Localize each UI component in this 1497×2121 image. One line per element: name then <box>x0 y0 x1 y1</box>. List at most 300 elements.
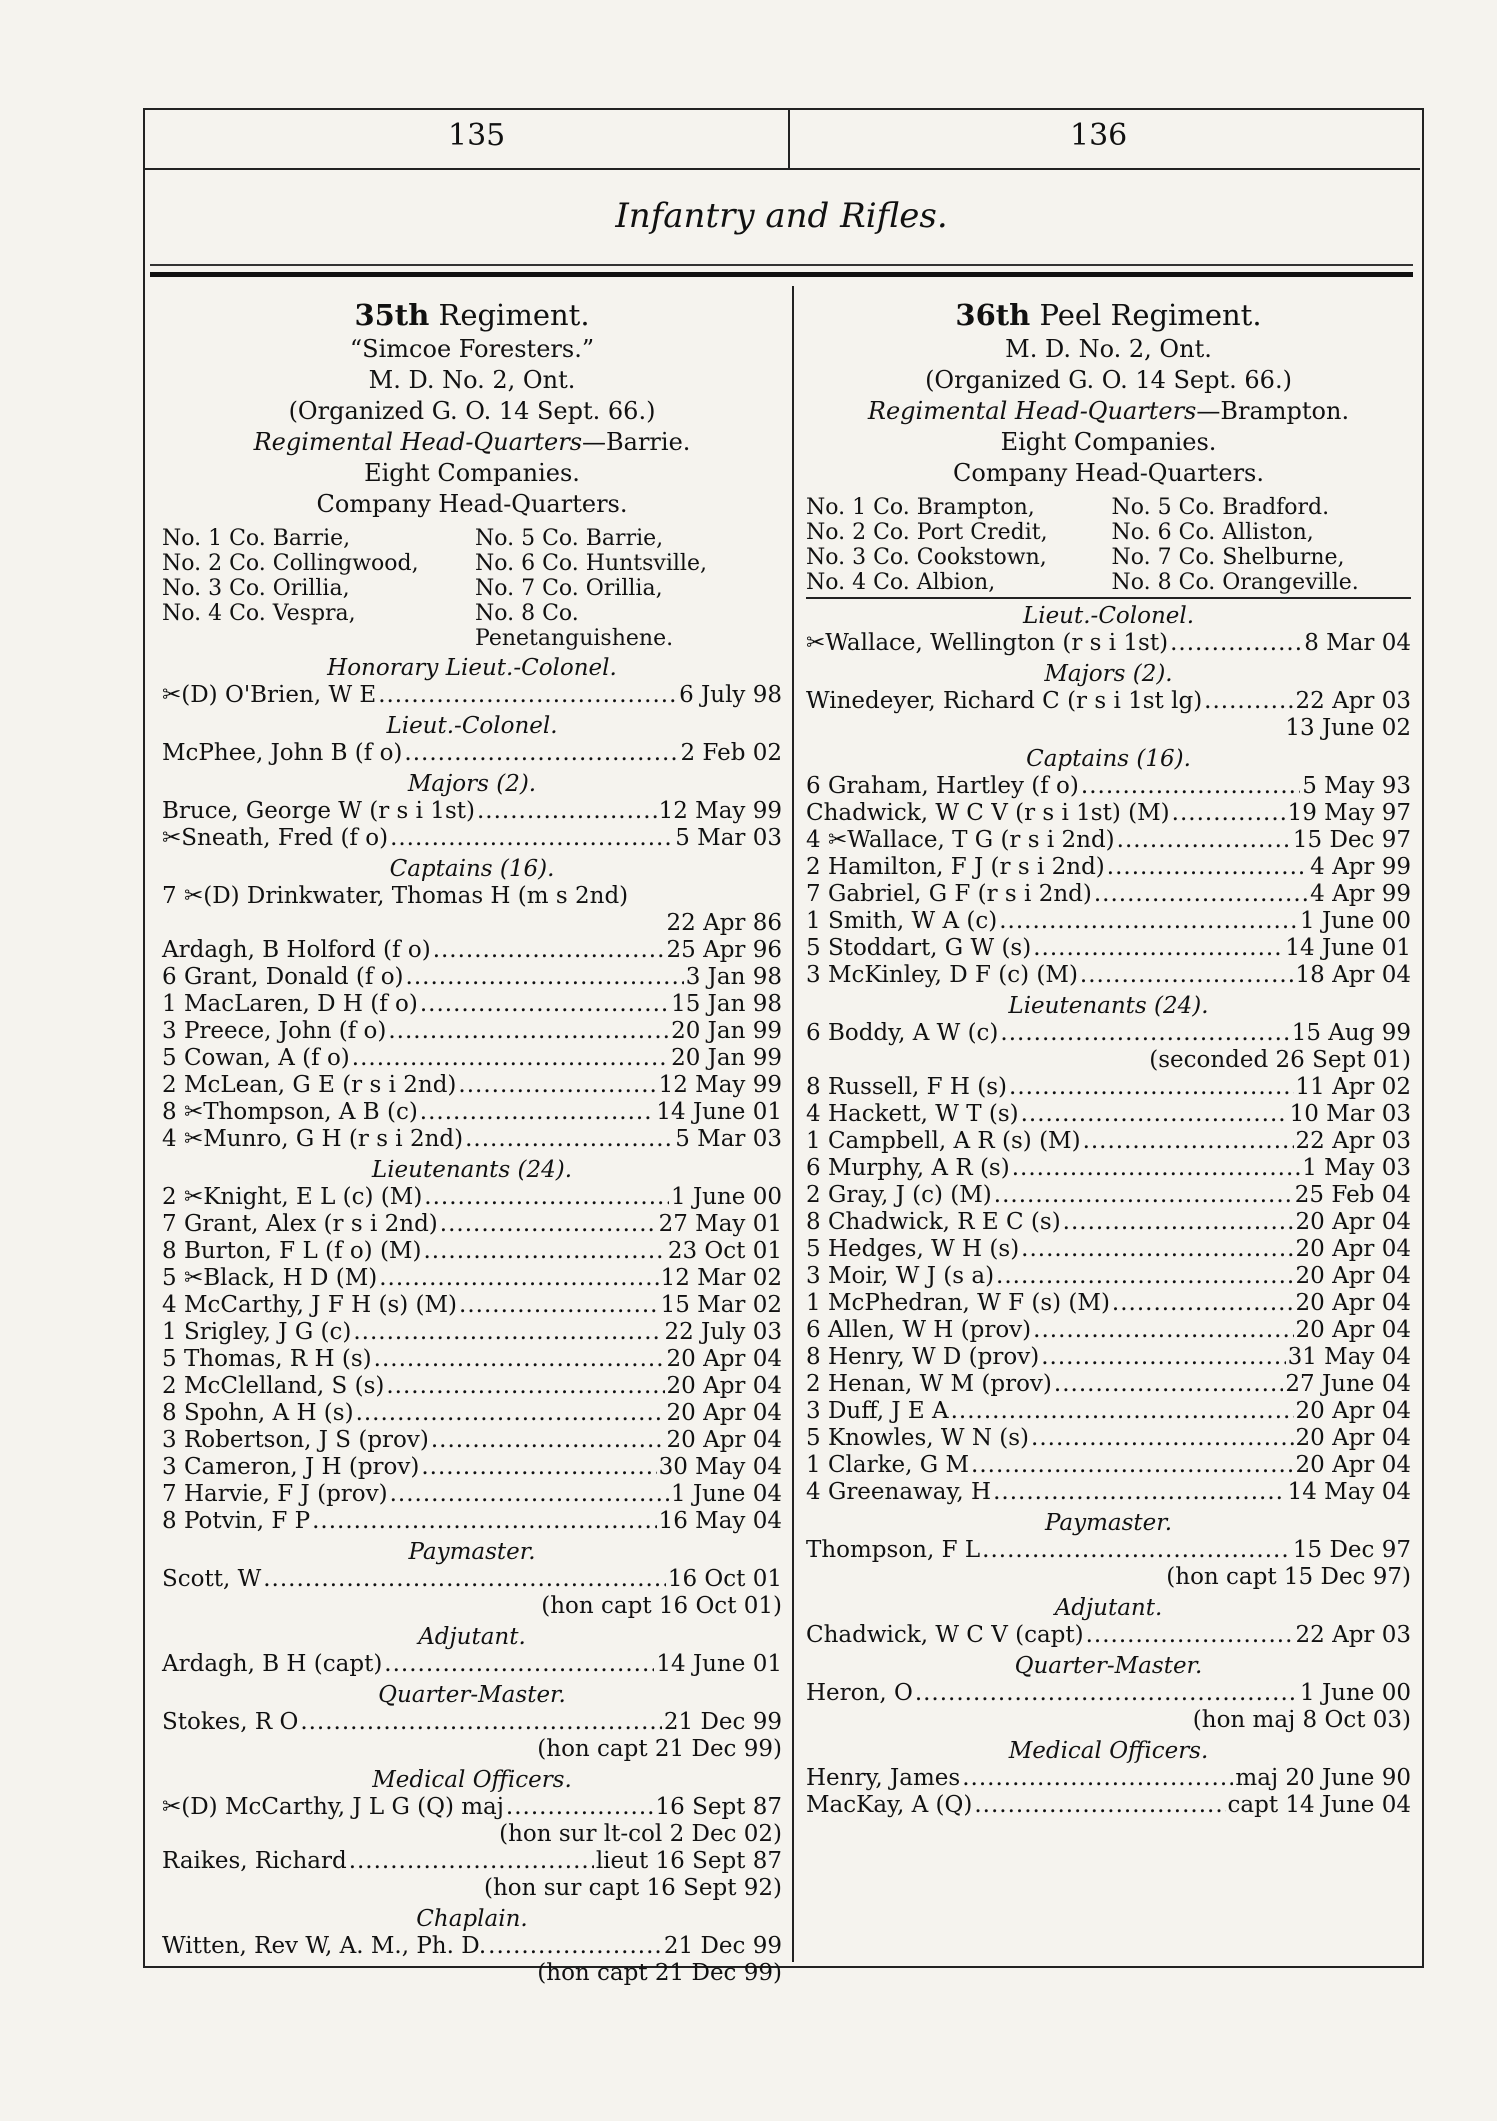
company-hq-label: Company Head-Quarters. <box>953 459 1264 487</box>
officer-name: 7 ✂(D) Drinkwater, Thomas H (m s 2nd) <box>162 883 629 909</box>
leader-dots <box>1204 688 1293 715</box>
leader-dots <box>378 682 677 709</box>
companies-line: Eight Companies. <box>1000 428 1217 456</box>
leader-dots <box>420 1099 655 1126</box>
officer-date: 20 Apr 04 <box>1295 1236 1411 1262</box>
officer-note: (hon capt 16 Oct 01) <box>541 1593 782 1619</box>
officer-date: 14 June 01 <box>656 1651 782 1677</box>
leader-dots <box>1094 881 1308 908</box>
officer-date: 23 Oct 01 <box>667 1238 782 1264</box>
officer-date: 22 Apr 03 <box>1295 1128 1411 1154</box>
leader-dots <box>353 1319 662 1346</box>
officer-name: 8 Potvin, F P <box>162 1508 311 1534</box>
officer-date: 11 Apr 02 <box>1295 1074 1411 1100</box>
officer-date: 12 Mar 02 <box>660 1265 782 1291</box>
officer-entry <box>806 1155 1411 1182</box>
leader-dots <box>420 991 669 1018</box>
leader-dots <box>1054 1371 1283 1398</box>
officer-name: 3 Robertson, J S (prov) <box>162 1427 429 1453</box>
officer-date: 1 May 03 <box>1302 1155 1411 1181</box>
leader-dots <box>431 1427 665 1454</box>
leader-dots <box>477 798 657 825</box>
officer-name: 1 McPhedran, W F (s) (M) <box>806 1290 1110 1316</box>
regiment-name: Regiment. <box>429 298 590 332</box>
page-number-left: 135 <box>448 118 506 153</box>
officer-date: 22 July 03 <box>664 1319 782 1345</box>
leader-dots <box>1000 1020 1289 1047</box>
officer-date: 1 June 04 <box>671 1481 782 1507</box>
left-column <box>162 296 782 1987</box>
officer-name: ✂Sneath, Fred (f o) <box>162 825 389 851</box>
officer-entry <box>806 1290 1411 1317</box>
section-heading: Quarter-Master. <box>1014 1653 1203 1679</box>
officer-date: 30 May 04 <box>658 1454 782 1480</box>
company-item: No. 3 Co. Orillia, <box>162 576 350 601</box>
officer-entry <box>806 881 1411 908</box>
leader-dots <box>390 1481 669 1508</box>
regiment-title <box>806 296 1411 334</box>
officer-entry <box>162 1481 782 1508</box>
officer-name: MacKay, A (Q) <box>806 1792 973 1818</box>
officer-name: Chadwick, W C V (r s i 1st) (M) <box>806 800 1170 826</box>
officer-entry <box>162 1018 782 1045</box>
officer-entry <box>162 1211 782 1238</box>
officer-name: 6 Graham, Hartley (f o) <box>806 773 1079 799</box>
officer-entry <box>162 991 782 1018</box>
officer-name: 1 Campbell, A R (s) (M) <box>806 1128 1081 1154</box>
regiment-line: “Simcoe Foresters.” <box>349 335 595 363</box>
leader-dots <box>951 1398 1294 1425</box>
officer-date: 20 Apr 04 <box>666 1373 782 1399</box>
officer-name: ✂Wallace, Wellington (r s i 1st) <box>806 630 1169 656</box>
officer-entry <box>806 1479 1411 1506</box>
officer-date: 15 Jan 98 <box>671 991 782 1017</box>
officer-date: 5 May 93 <box>1302 773 1411 799</box>
officer-entry <box>162 1292 782 1319</box>
officer-date: 20 Apr 04 <box>1295 1209 1411 1235</box>
company-item: No. 1 Co. Brampton, <box>806 495 1035 520</box>
regiment-number: 36th <box>955 298 1031 332</box>
officer-name: 8 ✂Thompson, A B (c) <box>162 1099 418 1125</box>
officer-name: 8 Henry, W D (prov) <box>806 1344 1040 1370</box>
section-heading: Majors (2). <box>1044 661 1173 687</box>
officer-date: maj 20 June 90 <box>1235 1765 1411 1791</box>
section-heading: Paymaster. <box>1044 1510 1173 1536</box>
officer-entry <box>162 1508 782 1535</box>
officer-entry <box>806 1074 1411 1101</box>
page-number-divider <box>788 108 790 168</box>
officer-entry <box>806 935 1411 962</box>
officer-date: 19 May 97 <box>1287 800 1411 826</box>
leader-dots <box>1021 1236 1293 1263</box>
regimental-hq <box>162 427 782 458</box>
company-item: No. 3 Co. Cookstown, <box>806 545 1047 570</box>
officer-date: 14 June 01 <box>656 1099 782 1125</box>
officer-entry <box>806 1398 1411 1425</box>
leader-dots <box>1063 1209 1294 1236</box>
leader-dots <box>386 1373 664 1400</box>
officer-entry <box>162 1566 782 1593</box>
officer-name: ✂(D) O'Brien, W E <box>162 682 377 708</box>
officer-name: 4 McCarthy, J F H (s) (M) <box>162 1292 458 1318</box>
officer-entry <box>162 1072 782 1099</box>
officer-name: 6 Grant, Donald (f o) <box>162 964 404 990</box>
officer-entry <box>806 1263 1411 1290</box>
officer-name: ✂(D) McCarthy, J L G (Q) maj <box>162 1794 504 1820</box>
officer-sections <box>162 655 782 1987</box>
company-item: No. 2 Co. Port Credit, <box>806 520 1048 545</box>
section-heading: Paymaster. <box>408 1539 536 1565</box>
officer-name: 5 Thomas, R H (s) <box>162 1346 372 1372</box>
officer-entry <box>162 1238 782 1265</box>
officer-date: 21 Dec 99 <box>663 1709 782 1735</box>
leader-dots <box>465 1126 673 1153</box>
officer-date: 20 Apr 04 <box>1295 1263 1411 1289</box>
regiment-line: (Organized G. O. 14 Sept. 66.) <box>925 366 1292 394</box>
officer-name: 4 ✂Munro, G H (r s i 2nd) <box>162 1126 464 1152</box>
company-item: No. 5 Co. Bradford. <box>1111 495 1330 520</box>
leader-dots <box>993 1479 1286 1506</box>
officer-entry <box>806 1452 1411 1479</box>
officer-name: Witten, Rev W, A. M., Ph. D. <box>162 1933 487 1959</box>
officer-date: 21 Dec 99 <box>663 1933 782 1959</box>
leader-dots <box>312 1508 656 1535</box>
officer-date: 27 June 04 <box>1285 1371 1411 1397</box>
officer-date: 2 Feb 02 <box>680 740 782 766</box>
companies-line: Eight Companies. <box>364 459 580 487</box>
officer-name: 7 Gabriel, G F (r s i 2nd) <box>806 881 1092 907</box>
officer-date: 14 May 04 <box>1287 1479 1411 1505</box>
officer-name: 8 Burton, F L (f o) (M) <box>162 1238 422 1264</box>
officer-entry <box>806 854 1411 881</box>
leader-dots <box>356 1400 665 1427</box>
leader-dots <box>263 1566 666 1593</box>
leader-dots <box>915 1680 1298 1707</box>
regiment-name: Peel Regiment. <box>1030 298 1262 332</box>
officer-note: (hon maj 8 Oct 03) <box>1192 1707 1411 1733</box>
section-heading: Adjutant. <box>418 1624 526 1650</box>
officer-name: 3 Duff, J E A <box>806 1398 949 1424</box>
officer-date: 31 May 04 <box>1287 1344 1411 1370</box>
officer-date: 25 Feb 04 <box>1294 1182 1411 1208</box>
hq-label: Regimental Head-Quarters <box>253 428 583 456</box>
officer-entry <box>806 1317 1411 1344</box>
section-title: Infantry and Rifles. <box>615 196 948 236</box>
officer-name: McPhee, John B (f o) <box>162 740 403 766</box>
officer-date: 14 June 01 <box>1285 935 1411 961</box>
officer-date: 16 Sept 87 <box>655 1794 782 1820</box>
company-item: No. 4 Co. Vespra, <box>162 601 356 626</box>
officer-date: 12 May 99 <box>658 798 782 824</box>
officer-name: 1 Smith, W A (c) <box>806 908 998 934</box>
section-heading: Lieutenants (24). <box>1008 993 1209 1019</box>
officer-date: 5 Mar 03 <box>675 825 782 851</box>
officer-note: (hon sur lt-col 2 Dec 02) <box>499 1821 782 1847</box>
officer-date: 4 Apr 99 <box>1310 881 1411 907</box>
leader-dots <box>404 740 678 767</box>
officer-name: 3 McKinley, D F (c) (M) <box>806 962 1078 988</box>
officer-entry <box>806 1344 1411 1371</box>
officer-date: 8 Mar 04 <box>1304 630 1411 656</box>
officer-entry <box>162 1651 782 1678</box>
company-item: No. 4 Co. Albion, <box>806 570 996 595</box>
leader-dots <box>421 1454 656 1481</box>
officer-entry <box>806 1020 1411 1047</box>
leader-dots <box>384 1651 654 1678</box>
officer-name: Winedeyer, Richard C (r s i 1st lg) <box>806 688 1203 714</box>
section-heading: Honorary Lieut.-Colonel. <box>327 655 617 681</box>
officer-entry <box>162 1184 782 1211</box>
officer-name: 6 Allen, W H (prov) <box>806 1317 1032 1343</box>
officer-entry <box>162 1126 782 1153</box>
officer-sections <box>806 603 1411 1819</box>
section-heading: Chaplain. <box>416 1906 528 1932</box>
officer-entry <box>806 688 1411 715</box>
officer-name: Chadwick, W C V (capt) <box>806 1622 1084 1648</box>
officer-name: Bruce, George W (r s i 1st) <box>162 798 475 824</box>
officer-date: 6 July 98 <box>679 682 782 708</box>
officer-name: 1 Srigley, J G (c) <box>162 1319 352 1345</box>
officer-entry <box>806 1236 1411 1263</box>
officer-date: 22 Apr 03 <box>1295 688 1411 714</box>
officer-date: 16 May 04 <box>658 1508 782 1534</box>
leader-dots <box>374 1346 665 1373</box>
section-heading: Lieut.-Colonel. <box>1022 603 1195 629</box>
officer-name: Ardagh, B H (capt) <box>162 1651 383 1677</box>
leader-dots <box>1083 1128 1294 1155</box>
leader-dots <box>999 908 1298 935</box>
leader-dots <box>994 1182 1293 1209</box>
officer-name: 5 Stoddart, G W (s) <box>806 935 1032 961</box>
regiment-line: M. D. No. 2, Ont. <box>1005 335 1212 363</box>
leader-dots <box>982 1537 1291 1564</box>
officer-date: 20 Apr 04 <box>1295 1425 1411 1451</box>
officer-name: 3 Cameron, J H (prov) <box>162 1454 420 1480</box>
officer-entry <box>162 1346 782 1373</box>
leader-dots <box>352 1045 669 1072</box>
officer-entry <box>162 1933 782 1960</box>
regiment-title <box>162 296 782 334</box>
hq-label: Regimental Head-Quarters <box>867 397 1197 425</box>
officer-note: (seconded 26 Sept 01) <box>1149 1047 1411 1073</box>
leader-dots <box>1086 1622 1294 1649</box>
company-item: No. 8 Co. Orangeville. <box>1111 570 1359 595</box>
leader-dots <box>423 1238 665 1265</box>
leader-dots <box>440 1211 657 1238</box>
officer-note: 22 Apr 86 <box>666 910 782 936</box>
officer-note: (hon capt 21 Dec 99) <box>537 1736 782 1762</box>
officer-entry <box>162 1319 782 1346</box>
officer-entry <box>806 1209 1411 1236</box>
leader-dots <box>390 825 673 852</box>
officer-date: 10 Mar 03 <box>1289 1101 1411 1127</box>
company-item: No. 7 Co. Orillia, <box>475 576 663 601</box>
officer-name: 5 ✂Black, H D (M) <box>162 1265 378 1291</box>
officer-name: 6 Murphy, A R (s) <box>806 1155 1010 1181</box>
officer-date: lieut 16 Sept 87 <box>595 1848 782 1874</box>
rule-thin <box>150 264 1413 266</box>
officer-entry <box>806 1425 1411 1452</box>
officer-name: 2 Henan, W M (prov) <box>806 1371 1052 1397</box>
officer-date: 15 Dec 97 <box>1292 827 1411 853</box>
officer-entry <box>162 740 782 767</box>
officer-name: 5 Hedges, W H (s) <box>806 1236 1020 1262</box>
officer-entry <box>806 1792 1411 1819</box>
officer-note: 13 June 02 <box>1285 715 1411 741</box>
officer-name: Scott, W <box>162 1566 262 1592</box>
officer-entry <box>162 1709 782 1736</box>
officer-name: Thompson, F L <box>806 1537 981 1563</box>
officer-entry <box>162 1099 782 1126</box>
officer-entry <box>806 1128 1411 1155</box>
officer-entry <box>806 1371 1411 1398</box>
officer-entry <box>162 1373 782 1400</box>
officer-entry <box>162 1427 782 1454</box>
officer-name: Henry, James <box>806 1765 961 1791</box>
leader-dots <box>433 937 665 964</box>
regiment-line: M. D. No. 2, Ont. <box>368 366 576 394</box>
regiment-line: (Organized G. O. 14 Sept. 66.) <box>288 397 656 425</box>
officer-entry <box>162 1848 782 1875</box>
officer-entry <box>806 630 1411 657</box>
leader-dots <box>379 1265 658 1292</box>
officer-date: 27 May 01 <box>658 1211 782 1237</box>
officer-entry <box>806 1765 1411 1792</box>
company-item: No. 2 Co. Collingwood, <box>162 551 419 576</box>
officer-entry <box>806 827 1411 854</box>
company-item: No. 7 Co. Shelburne, <box>1111 545 1345 570</box>
officer-name: 5 Cowan, A (f o) <box>162 1045 350 1071</box>
officer-entry <box>162 1045 782 1072</box>
officer-date: 20 Apr 04 <box>1295 1398 1411 1424</box>
leader-dots <box>1009 1074 1294 1101</box>
officer-entry <box>806 1182 1411 1209</box>
officer-entry <box>162 798 782 825</box>
officer-name: 3 Preece, John (f o) <box>162 1018 387 1044</box>
leader-dots <box>1080 962 1294 989</box>
officer-date: 20 Apr 04 <box>1295 1317 1411 1343</box>
leader-dots <box>971 1452 1294 1479</box>
page-number-bar <box>143 108 1420 170</box>
page-number-right: 136 <box>1070 118 1128 153</box>
company-list <box>806 495 1411 599</box>
officer-name: 2 Gray, J (c) (M) <box>806 1182 992 1208</box>
officer-date: 20 Apr 04 <box>1295 1290 1411 1316</box>
officer-name: 4 Hackett, W T (s) <box>806 1101 1019 1127</box>
company-item: No. 5 Co. Barrie, <box>475 526 664 551</box>
officer-name: 4 Greenaway, H <box>806 1479 992 1505</box>
officer-entry <box>806 1101 1411 1128</box>
leader-dots <box>1031 1425 1294 1452</box>
leader-dots <box>300 1709 662 1736</box>
officer-date: 12 May 99 <box>658 1072 782 1098</box>
officer-entry <box>806 1680 1411 1707</box>
company-list <box>162 526 782 651</box>
officer-name: 7 Grant, Alex (r s i 2nd) <box>162 1211 438 1237</box>
officer-entry <box>162 883 782 910</box>
officer-note: (hon capt 15 Dec 97) <box>1166 1564 1411 1590</box>
officer-date: 16 Oct 01 <box>667 1566 782 1592</box>
officer-name: 6 Boddy, A W (c) <box>806 1020 999 1046</box>
officer-date: 20 Apr 04 <box>666 1346 782 1372</box>
company-item: No. 8 Co. Penetanguishene. <box>475 601 674 651</box>
officer-date: 18 Apr 04 <box>1295 962 1411 988</box>
section-heading: Adjutant. <box>1054 1595 1163 1621</box>
officer-date: 15 Aug 99 <box>1291 1020 1411 1046</box>
officer-entry <box>162 937 782 964</box>
officer-date: 20 Apr 04 <box>666 1427 782 1453</box>
officer-date: 4 Apr 99 <box>1310 854 1411 880</box>
officer-entry <box>806 908 1411 935</box>
officer-date: 20 Apr 04 <box>666 1400 782 1426</box>
section-heading: Medical Officers. <box>1008 1738 1209 1764</box>
leader-dots <box>1117 827 1291 854</box>
officer-name: 1 Clarke, G M <box>806 1452 970 1478</box>
officer-entry <box>162 964 782 991</box>
leader-dots <box>1170 630 1302 657</box>
company-item: No. 1 Co. Barrie, <box>162 526 351 551</box>
section-heading: Majors (2). <box>407 771 537 797</box>
rule-thick <box>150 272 1413 277</box>
company-item: No. 6 Co. Alliston, <box>1111 520 1314 545</box>
company-hq-label: Company Head-Quarters. <box>316 490 628 518</box>
right-column <box>806 296 1411 1819</box>
officer-name: 2 McClelland, S (s) <box>162 1373 385 1399</box>
officer-entry <box>806 773 1411 800</box>
officer-name: Raikes, Richard <box>162 1848 347 1874</box>
leader-dots <box>1041 1344 1285 1371</box>
officer-date: 3 Jan 98 <box>685 964 782 990</box>
leader-dots <box>1012 1155 1301 1182</box>
leader-dots <box>349 1848 594 1875</box>
officer-date: 20 Apr 04 <box>1295 1452 1411 1478</box>
column-divider <box>792 286 794 1962</box>
officer-entry <box>806 800 1411 827</box>
officer-date: 1 June 00 <box>1300 908 1411 934</box>
officer-name: Heron, O <box>806 1680 913 1706</box>
leader-dots <box>506 1794 654 1821</box>
section-heading: Medical Officers. <box>372 1767 572 1793</box>
officer-name: 3 Moir, W J (s a) <box>806 1263 995 1289</box>
section-heading: Lieut.-Colonel. <box>386 713 558 739</box>
section-heading: Captains (16). <box>389 856 555 882</box>
officer-entry <box>806 1622 1411 1649</box>
officer-name: 4 ✂Wallace, T G (r s i 2nd) <box>806 827 1115 853</box>
officer-date: 15 Mar 02 <box>660 1292 782 1318</box>
officer-entry <box>162 1794 782 1821</box>
leader-dots <box>488 1933 662 1960</box>
officer-name: 1 MacLaren, D H (f o) <box>162 991 418 1017</box>
officer-name: 2 McLean, G E (r s i 2nd) <box>162 1072 457 1098</box>
officer-entry <box>162 825 782 852</box>
leader-dots <box>459 1292 659 1319</box>
officer-entry <box>162 1454 782 1481</box>
leader-dots <box>1081 773 1300 800</box>
officer-name: 2 ✂Knight, E L (c) (M) <box>162 1184 423 1210</box>
officer-entry <box>162 682 782 709</box>
officer-entry <box>162 1265 782 1292</box>
leader-dots <box>1021 1101 1288 1128</box>
company-item: No. 6 Co. Huntsville, <box>475 551 707 576</box>
officer-note: (hon capt 21 Dec 99) <box>537 1960 782 1986</box>
leader-dots <box>388 1018 669 1045</box>
officer-name: Ardagh, B Holford (f o) <box>162 937 431 963</box>
officer-note: (hon sur capt 16 Sept 92) <box>483 1875 782 1901</box>
officer-date: capt 14 June 04 <box>1227 1792 1411 1818</box>
section-heading: Captains (16). <box>1026 746 1191 772</box>
officer-name: 7 Harvie, F J (prov) <box>162 1481 388 1507</box>
officer-entry <box>162 1400 782 1427</box>
